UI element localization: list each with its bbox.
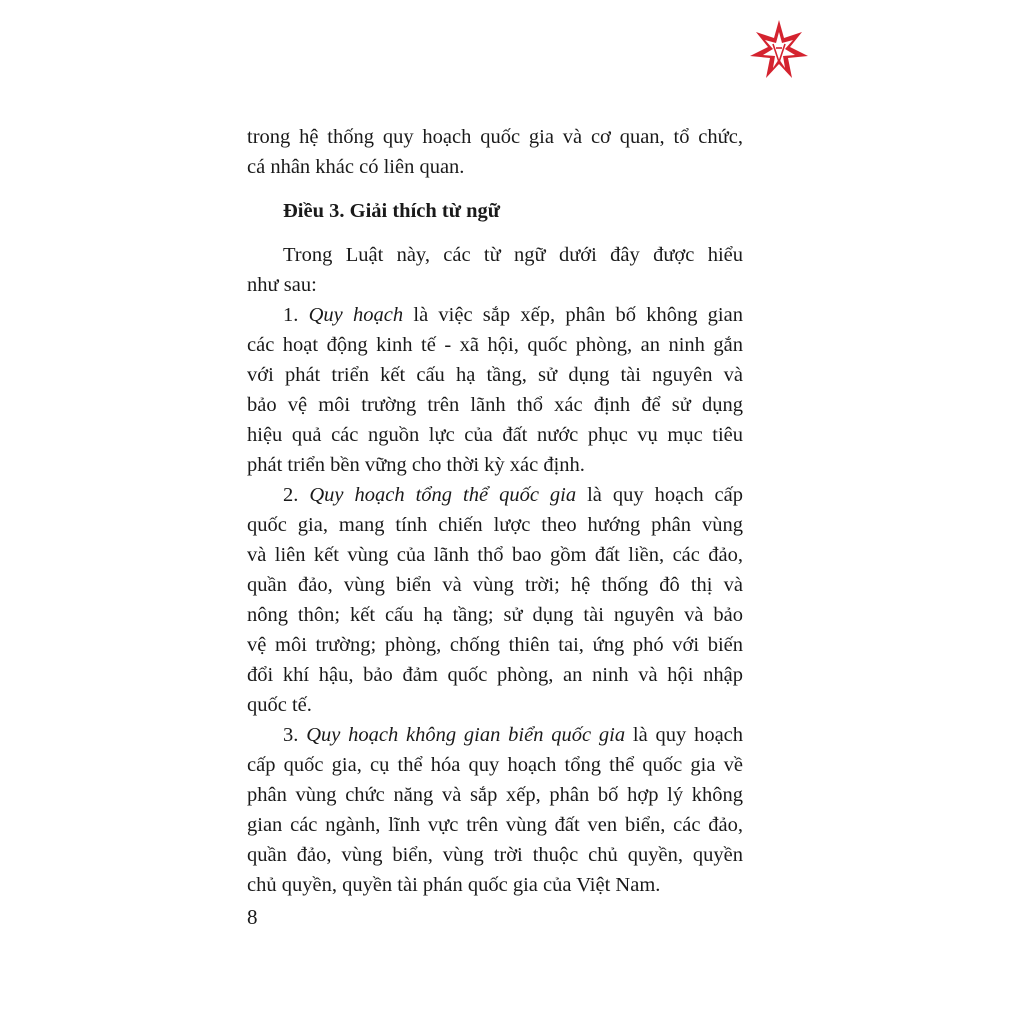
item-number: 1. [283,304,309,326]
text-line: với phát triển kết cấu hạ tầng, sử dụng tài nguyên và [247,364,743,386]
definition-1-line [247,300,743,330]
definition-3-line [247,720,743,750]
text-line: hiệu quả các nguồn lực của đất nước phục vụ mục tiêu [247,424,743,446]
publisher-star-logo-icon [746,18,812,84]
text-line: và liên kết vùng của lãnh thổ bao gồm đất liền, các đảo, [247,544,743,566]
text-line: cá nhân khác có liên quan. [247,156,465,178]
item-number: 2. [283,484,310,506]
definition-text: là quy hoạch [625,724,744,746]
text-line: Trong Luật này, các từ ngữ dưới đây được hiểu [283,244,743,266]
text-line: nông thôn; kết cấu hạ tầng; sử dụng tài nguyên và bảo [247,604,743,626]
text-line: như sau: [247,274,317,296]
text-line: phát triển bền vững cho thời kỳ xác định. [247,454,585,476]
definition-text: là quy hoạch cấp [576,484,743,506]
text-line: vệ môi trường; phòng, chống thiên tai, ứng phó với biến [247,634,743,656]
definition-2-line [247,480,743,510]
text-line: cấp quốc gia, cụ thể hóa quy hoạch tổng thể quốc gia về [247,754,743,776]
page-number: 8 [247,905,258,929]
text-line: quốc gia, mang tính chiến lược theo hướng phân vùng [247,514,743,536]
definition-text: là việc sắp xếp, phân bố không gian [403,304,743,326]
text-line: quần đảo, vùng biển, vùng trời thuộc chủ quyền, quyền [247,844,743,866]
defined-term: Quy hoạch không gian biển quốc gia [306,724,626,746]
text-line: phân vùng chức năng và sắp xếp, phân bố hợp lý không [247,784,743,806]
defined-term: Quy hoạch [308,304,404,326]
text-line: đổi khí hậu, bảo đảm quốc phòng, an ninh và hội nhập [247,664,743,686]
article-heading: Điều 3. Giải thích từ ngữ [283,200,501,222]
text-line: chủ quyền, quyền tài phán quốc gia của Việt Nam. [247,874,661,896]
text-line: quốc tế. [247,694,312,716]
item-number: 3. [283,724,307,746]
text-line: gian các ngành, lĩnh vực trên vùng đất ven biển, các đảo, [247,814,743,836]
text-line: các hoạt động kinh tế - xã hội, quốc phòng, an ninh gắn [247,334,743,356]
text-line: trong hệ thống quy hoạch quốc gia và cơ quan, tổ chức, [247,126,743,148]
text-line: quần đảo, vùng biển và vùng trời; hệ thống đô thị và [247,574,743,596]
defined-term: Quy hoạch tổng thể quốc gia [309,484,577,506]
text-line: bảo vệ môi trường trên lãnh thổ xác định để sử dụng [247,394,743,416]
article-body [247,122,743,900]
